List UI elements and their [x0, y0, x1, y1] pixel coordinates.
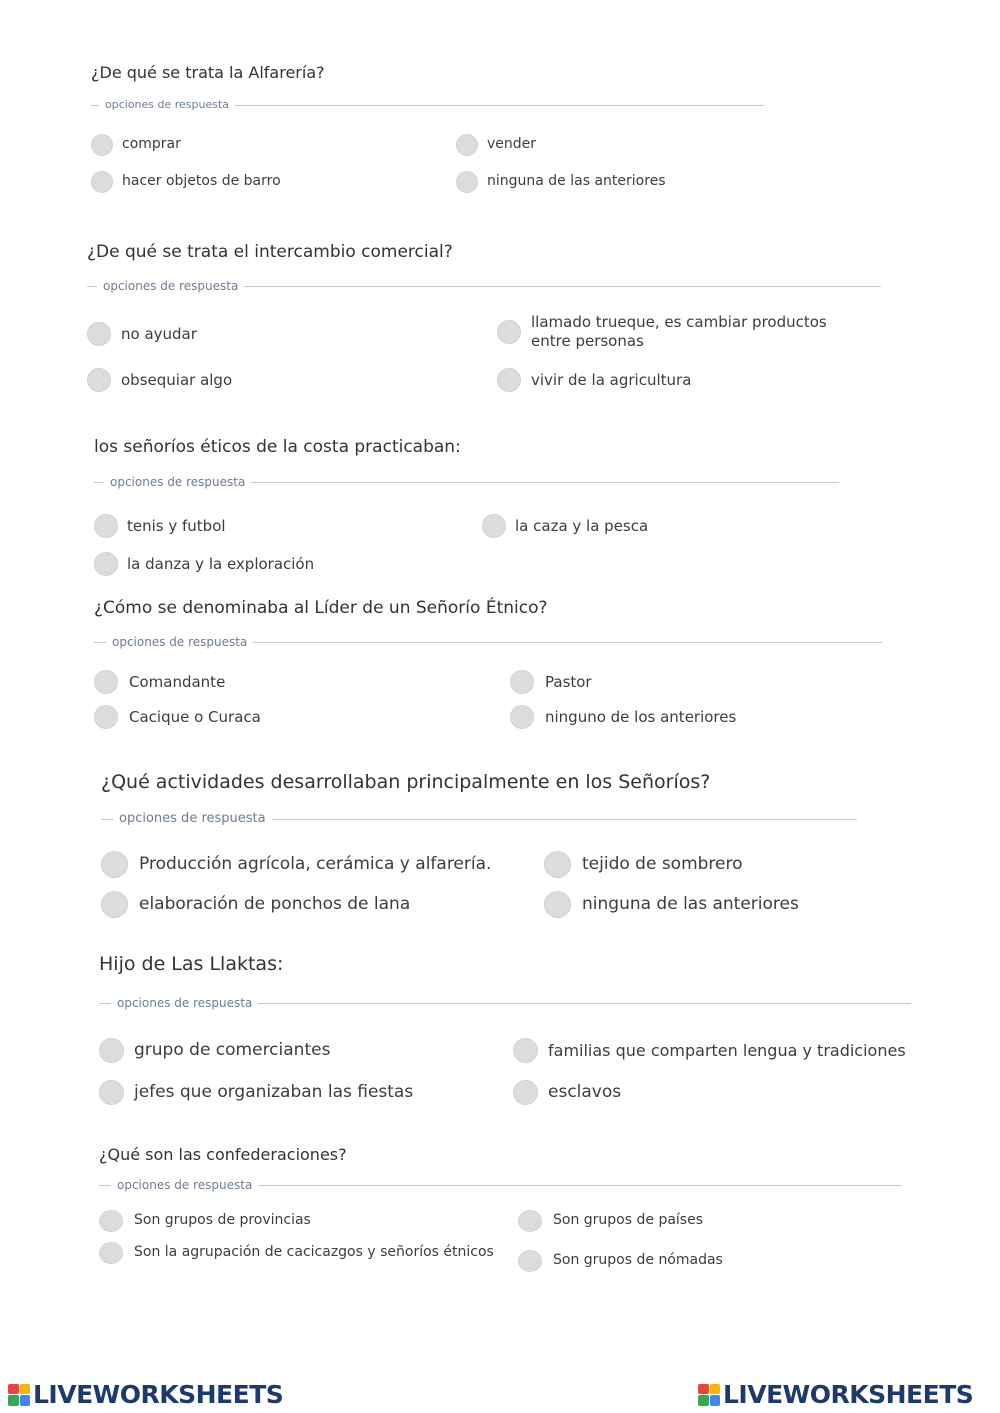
radio-button[interactable]: [456, 171, 478, 193]
option-radio[interactable]: [497, 313, 851, 351]
radio-button[interactable]: [94, 705, 118, 729]
answer-options-separator: [99, 1178, 902, 1192]
option-radio[interactable]: [518, 1250, 723, 1272]
option-label: Comandante: [129, 672, 226, 691]
radio-button[interactable]: [497, 320, 521, 344]
option-radio[interactable]: [91, 134, 181, 156]
option-label: comprar: [122, 136, 181, 153]
radio-button[interactable]: [91, 134, 113, 156]
option-label: Producción agrícola, cerámica y alfarería.: [139, 853, 492, 874]
option-radio[interactable]: [510, 670, 592, 694]
option-label: familias que comparten lengua y tradiciones: [548, 1040, 906, 1060]
option-radio[interactable]: [544, 891, 799, 918]
option-radio[interactable]: [91, 171, 281, 193]
option-radio[interactable]: [94, 514, 226, 538]
radio-button[interactable]: [99, 1242, 123, 1264]
option-label: Son grupos de países: [553, 1212, 703, 1229]
answer-options-separator: [91, 98, 764, 112]
option-label: tejido de sombrero: [582, 853, 743, 874]
radio-button[interactable]: [94, 670, 118, 694]
radio-button[interactable]: [101, 851, 128, 878]
option-radio[interactable]: [99, 1080, 413, 1105]
option-radio[interactable]: [99, 1210, 311, 1232]
radio-button[interactable]: [513, 1038, 538, 1063]
option-radio[interactable]: [510, 705, 736, 729]
radio-button[interactable]: [544, 851, 571, 878]
option-label: Son grupos de provincias: [134, 1212, 311, 1229]
answer-options-label: opciones de respuesta: [113, 812, 272, 826]
option-label: vivir de la agricultura: [531, 370, 692, 389]
option-radio[interactable]: [94, 552, 314, 576]
question-title: ¿De qué se trata la Alfarería?: [91, 63, 325, 82]
question-title: Hijo de Las Llaktas:: [99, 953, 284, 975]
option-radio[interactable]: [513, 1080, 621, 1105]
brand-name: LIVEWORKSHEETS: [33, 1380, 284, 1409]
option-radio[interactable]: [87, 322, 197, 346]
option-label: no ayudar: [121, 324, 197, 343]
option-label: grupo de comerciantes: [134, 1039, 331, 1060]
option-label: Cacique o Curaca: [129, 707, 261, 726]
radio-button[interactable]: [87, 368, 111, 392]
option-label: obsequiar algo: [121, 370, 233, 389]
radio-button[interactable]: [99, 1038, 124, 1063]
option-label: Son grupos de nómadas: [553, 1252, 723, 1269]
answer-options-label: opciones de respuesta: [106, 635, 253, 649]
option-radio[interactable]: [94, 705, 261, 729]
radio-button[interactable]: [91, 171, 113, 193]
answer-options-label: opciones de respuesta: [111, 996, 258, 1010]
answer-options-separator: [99, 996, 911, 1010]
answer-options-separator: [87, 279, 881, 293]
option-radio[interactable]: [482, 514, 648, 538]
option-radio[interactable]: [99, 1242, 494, 1264]
answer-options-separator: [94, 475, 839, 489]
liveworksheets-logo-right: [698, 1380, 973, 1409]
answer-options-separator: [94, 635, 882, 649]
option-label: la danza y la exploración: [127, 554, 315, 573]
option-radio[interactable]: [513, 1038, 906, 1063]
option-radio[interactable]: [94, 670, 225, 694]
option-label: jefes que organizaban las fiestas: [134, 1081, 414, 1102]
option-radio[interactable]: [497, 368, 691, 392]
question-title: ¿De qué se trata el intercambio comercial?: [87, 242, 453, 262]
radio-button[interactable]: [497, 368, 521, 392]
option-label: ninguna de las anteriores: [487, 173, 666, 190]
option-radio[interactable]: [99, 1038, 330, 1063]
option-radio[interactable]: [87, 368, 232, 392]
radio-button[interactable]: [87, 322, 111, 346]
radio-button[interactable]: [482, 514, 506, 538]
radio-button[interactable]: [513, 1080, 538, 1105]
option-label: hacer objetos de barro: [122, 173, 281, 190]
option-label: ninguna de las anteriores: [582, 893, 799, 914]
option-label: vender: [487, 136, 537, 153]
question-title: ¿Cómo se denominaba al Líder de un Señorío Étnico?: [94, 598, 548, 618]
liveworksheets-logo-icon: [698, 1384, 720, 1406]
radio-button[interactable]: [518, 1210, 542, 1232]
option-label: Son la agrupación de cacicazgos y señoríos étnicos: [134, 1244, 494, 1261]
option-radio[interactable]: [456, 134, 536, 156]
option-label: esclavos: [548, 1081, 622, 1102]
radio-button[interactable]: [544, 891, 571, 918]
option-radio[interactable]: [518, 1210, 703, 1232]
question-title: ¿Qué son las confederaciones?: [99, 1145, 347, 1164]
answer-options-label: opciones de respuesta: [104, 475, 251, 489]
radio-button[interactable]: [510, 670, 534, 694]
option-radio[interactable]: [456, 171, 666, 193]
option-label: tenis y futbol: [127, 516, 226, 535]
option-label: Pastor: [545, 672, 592, 691]
option-radio[interactable]: [101, 851, 491, 878]
radio-button[interactable]: [94, 552, 118, 576]
option-label: ninguno de los anteriores: [545, 707, 737, 726]
radio-button[interactable]: [99, 1210, 123, 1232]
liveworksheets-logo-left: [8, 1380, 283, 1409]
radio-button[interactable]: [510, 705, 534, 729]
radio-button[interactable]: [99, 1080, 124, 1105]
answer-options-label: opciones de respuesta: [97, 279, 244, 293]
radio-button[interactable]: [518, 1250, 542, 1272]
answer-options-separator: [101, 812, 857, 826]
radio-button[interactable]: [101, 891, 128, 918]
option-radio[interactable]: [544, 851, 743, 878]
answer-options-label: opciones de respuesta: [99, 98, 235, 112]
option-label: elaboración de ponchos de lana: [139, 893, 411, 914]
liveworksheets-logo-icon: [8, 1384, 30, 1406]
question-title: los señoríos éticos de la costa practicaban:: [94, 437, 461, 457]
option-label: la caza y la pesca: [515, 516, 649, 535]
question-title: ¿Qué actividades desarrollaban principalmente en los Señoríos?: [101, 771, 711, 793]
brand-name: LIVEWORKSHEETS: [723, 1380, 974, 1409]
answer-options-label: opciones de respuesta: [111, 1178, 258, 1192]
radio-button[interactable]: [94, 514, 118, 538]
radio-button[interactable]: [456, 134, 478, 156]
option-radio[interactable]: [101, 891, 410, 918]
option-label: llamado trueque, es cambiar productos entre personas: [531, 313, 827, 350]
